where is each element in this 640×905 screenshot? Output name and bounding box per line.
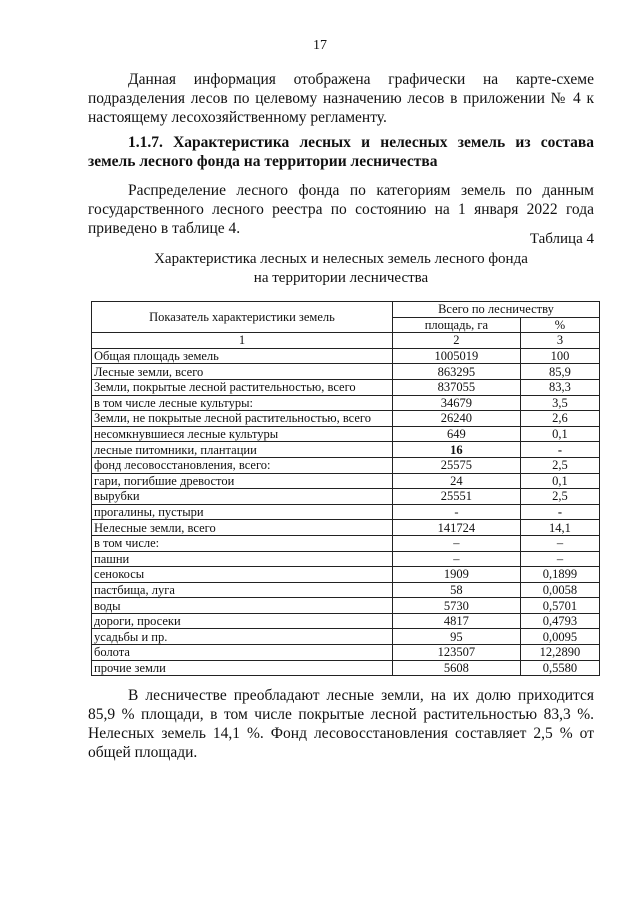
row-name-cell: Нелесные земли, всего	[92, 520, 393, 536]
table-row	[92, 364, 600, 380]
row-name-cell: Земли, не покрытые лесной растительностью, всего	[92, 411, 393, 427]
row-pct-cell: 0,5580	[520, 660, 599, 676]
row-area-cell: 5730	[392, 598, 520, 614]
column-number: 2	[392, 333, 520, 349]
row-area-cell: 837055	[392, 379, 520, 395]
table-row	[92, 442, 600, 458]
row-area-cell: 863295	[392, 364, 520, 380]
row-pct-cell: 0,0095	[520, 629, 599, 645]
table-row	[92, 551, 600, 567]
row-area-cell: –	[392, 551, 520, 567]
row-pct-cell: 14,1	[520, 520, 599, 536]
row-pct-cell: 0,1	[520, 426, 599, 442]
row-area-cell: 1909	[392, 567, 520, 583]
row-name-cell: прочие земли	[92, 660, 393, 676]
table-row	[92, 660, 600, 676]
header-indicator: Показатель характеристики земель	[92, 302, 393, 333]
row-name-cell: сенокосы	[92, 567, 393, 583]
row-name-cell: несомкнувшиеся лесные культуры	[92, 426, 393, 442]
row-pct-cell: 0,0058	[520, 582, 599, 598]
row-area-cell: 58	[392, 582, 520, 598]
table-row	[92, 645, 600, 661]
table-row	[92, 379, 600, 395]
header-total: Всего по лесничеству	[392, 302, 599, 318]
row-name-cell: в том числе лесные культуры:	[92, 395, 393, 411]
table-row	[92, 535, 600, 551]
row-name-cell: болота	[92, 645, 393, 661]
row-name-cell: пастбища, луга	[92, 582, 393, 598]
row-name-cell: лесные питомники, плантации	[92, 442, 393, 458]
row-pct-cell: 12,2890	[520, 645, 599, 661]
row-pct-cell: 85,9	[520, 364, 599, 380]
row-name-cell: воды	[92, 598, 393, 614]
row-area-cell: 95	[392, 629, 520, 645]
row-name-cell: прогалины, пустыри	[92, 504, 393, 520]
row-area-cell: 25575	[392, 457, 520, 473]
page-number: 17	[313, 38, 327, 53]
row-pct-cell: 2,6	[520, 411, 599, 427]
conclusion-paragraph: В лесничестве преобладают лесные земли, на их долю приходится 85,9 % площади, в том числе покрытые лесной растительностью 83,3 %. Нелесных земель 14,1 %. Фонд лесовосстановления составляет 2,5 % от общей площади.	[88, 687, 594, 761]
table-label: Таблица 4	[529, 231, 594, 247]
row-pct-cell: 3,5	[520, 395, 599, 411]
table-body	[92, 348, 600, 675]
row-area-cell: 141724	[392, 520, 520, 536]
row-area-cell: 123507	[392, 645, 520, 661]
row-pct-cell: -	[520, 442, 599, 458]
row-pct-cell: 83,3	[520, 379, 599, 395]
row-pct-cell: 2,5	[520, 457, 599, 473]
row-area-cell: -	[392, 504, 520, 520]
column-number: 1	[92, 333, 393, 349]
header-area: площадь, га	[392, 317, 520, 333]
row-name-cell: Лесные земли, всего	[92, 364, 393, 380]
table-row	[92, 411, 600, 427]
row-area-cell: 1005019	[392, 348, 520, 364]
row-pct-cell: –	[520, 551, 599, 567]
table-title-line1: Характеристика лесных и нелесных земель лесного фонда	[154, 251, 528, 267]
table-row	[92, 395, 600, 411]
distribution-paragraph: Распределение лесного фонда по категориям земель по данным государственного лесного реестра по состоянию на 1 января 2022 года приведено в таблице 4.	[88, 182, 594, 237]
row-pct-cell: 0,1	[520, 473, 599, 489]
row-name-cell: пашни	[92, 551, 393, 567]
row-name-cell: вырубки	[92, 489, 393, 505]
row-area-cell: 649	[392, 426, 520, 442]
table-row	[92, 489, 600, 505]
section-heading: 1.1.7. Характеристика лесных и нелесных земель из состава земель лесного фонда на территории лесничества	[88, 134, 594, 170]
table-row	[92, 473, 600, 489]
row-pct-cell: 2,5	[520, 489, 599, 505]
table-row	[92, 520, 600, 536]
table-row	[92, 582, 600, 598]
row-area-cell: 25551	[392, 489, 520, 505]
row-pct-cell: 0,1899	[520, 567, 599, 583]
row-name-cell: гари, погибшие древостои	[92, 473, 393, 489]
row-pct-cell: 100	[520, 348, 599, 364]
row-pct-cell: 0,5701	[520, 598, 599, 614]
row-pct-cell: 0,4793	[520, 613, 599, 629]
row-area-cell: 24	[392, 473, 520, 489]
row-name-cell: фонд лесовосстановления, всего:	[92, 457, 393, 473]
row-name-cell: в том числе:	[92, 535, 393, 551]
table-row	[92, 426, 600, 442]
row-name-cell: Земли, покрытые лесной растительностью, всего	[92, 379, 393, 395]
row-name-cell: Общая площадь земель	[92, 348, 393, 364]
row-name-cell: дороги, просеки	[92, 613, 393, 629]
table-row	[92, 613, 600, 629]
row-pct-cell: –	[520, 535, 599, 551]
table-row	[92, 629, 600, 645]
row-area-cell: 4817	[392, 613, 520, 629]
header-pct: %	[520, 317, 599, 333]
column-number: 3	[520, 333, 599, 349]
intro-paragraph: Данная информация отображена графически на карте-схеме подразделения лесов по целевому назначению лесов в приложении № 4 к настоящему лесохозяйственному регламенту.	[88, 71, 594, 126]
table-row	[92, 567, 600, 583]
row-area-cell: –	[392, 535, 520, 551]
row-area-cell: 5608	[392, 660, 520, 676]
table-row	[92, 457, 600, 473]
table-title-line2: на территории лесничества	[253, 270, 429, 286]
table-row	[92, 348, 600, 364]
table-row	[92, 504, 600, 520]
row-area-cell: 16	[392, 442, 520, 458]
row-area-cell: 26240	[392, 411, 520, 427]
table-row	[92, 598, 600, 614]
row-pct-cell: -	[520, 504, 599, 520]
land-characteristics-table	[91, 301, 600, 676]
table-title	[88, 250, 594, 288]
row-name-cell: усадьбы и пр.	[92, 629, 393, 645]
row-area-cell: 34679	[392, 395, 520, 411]
